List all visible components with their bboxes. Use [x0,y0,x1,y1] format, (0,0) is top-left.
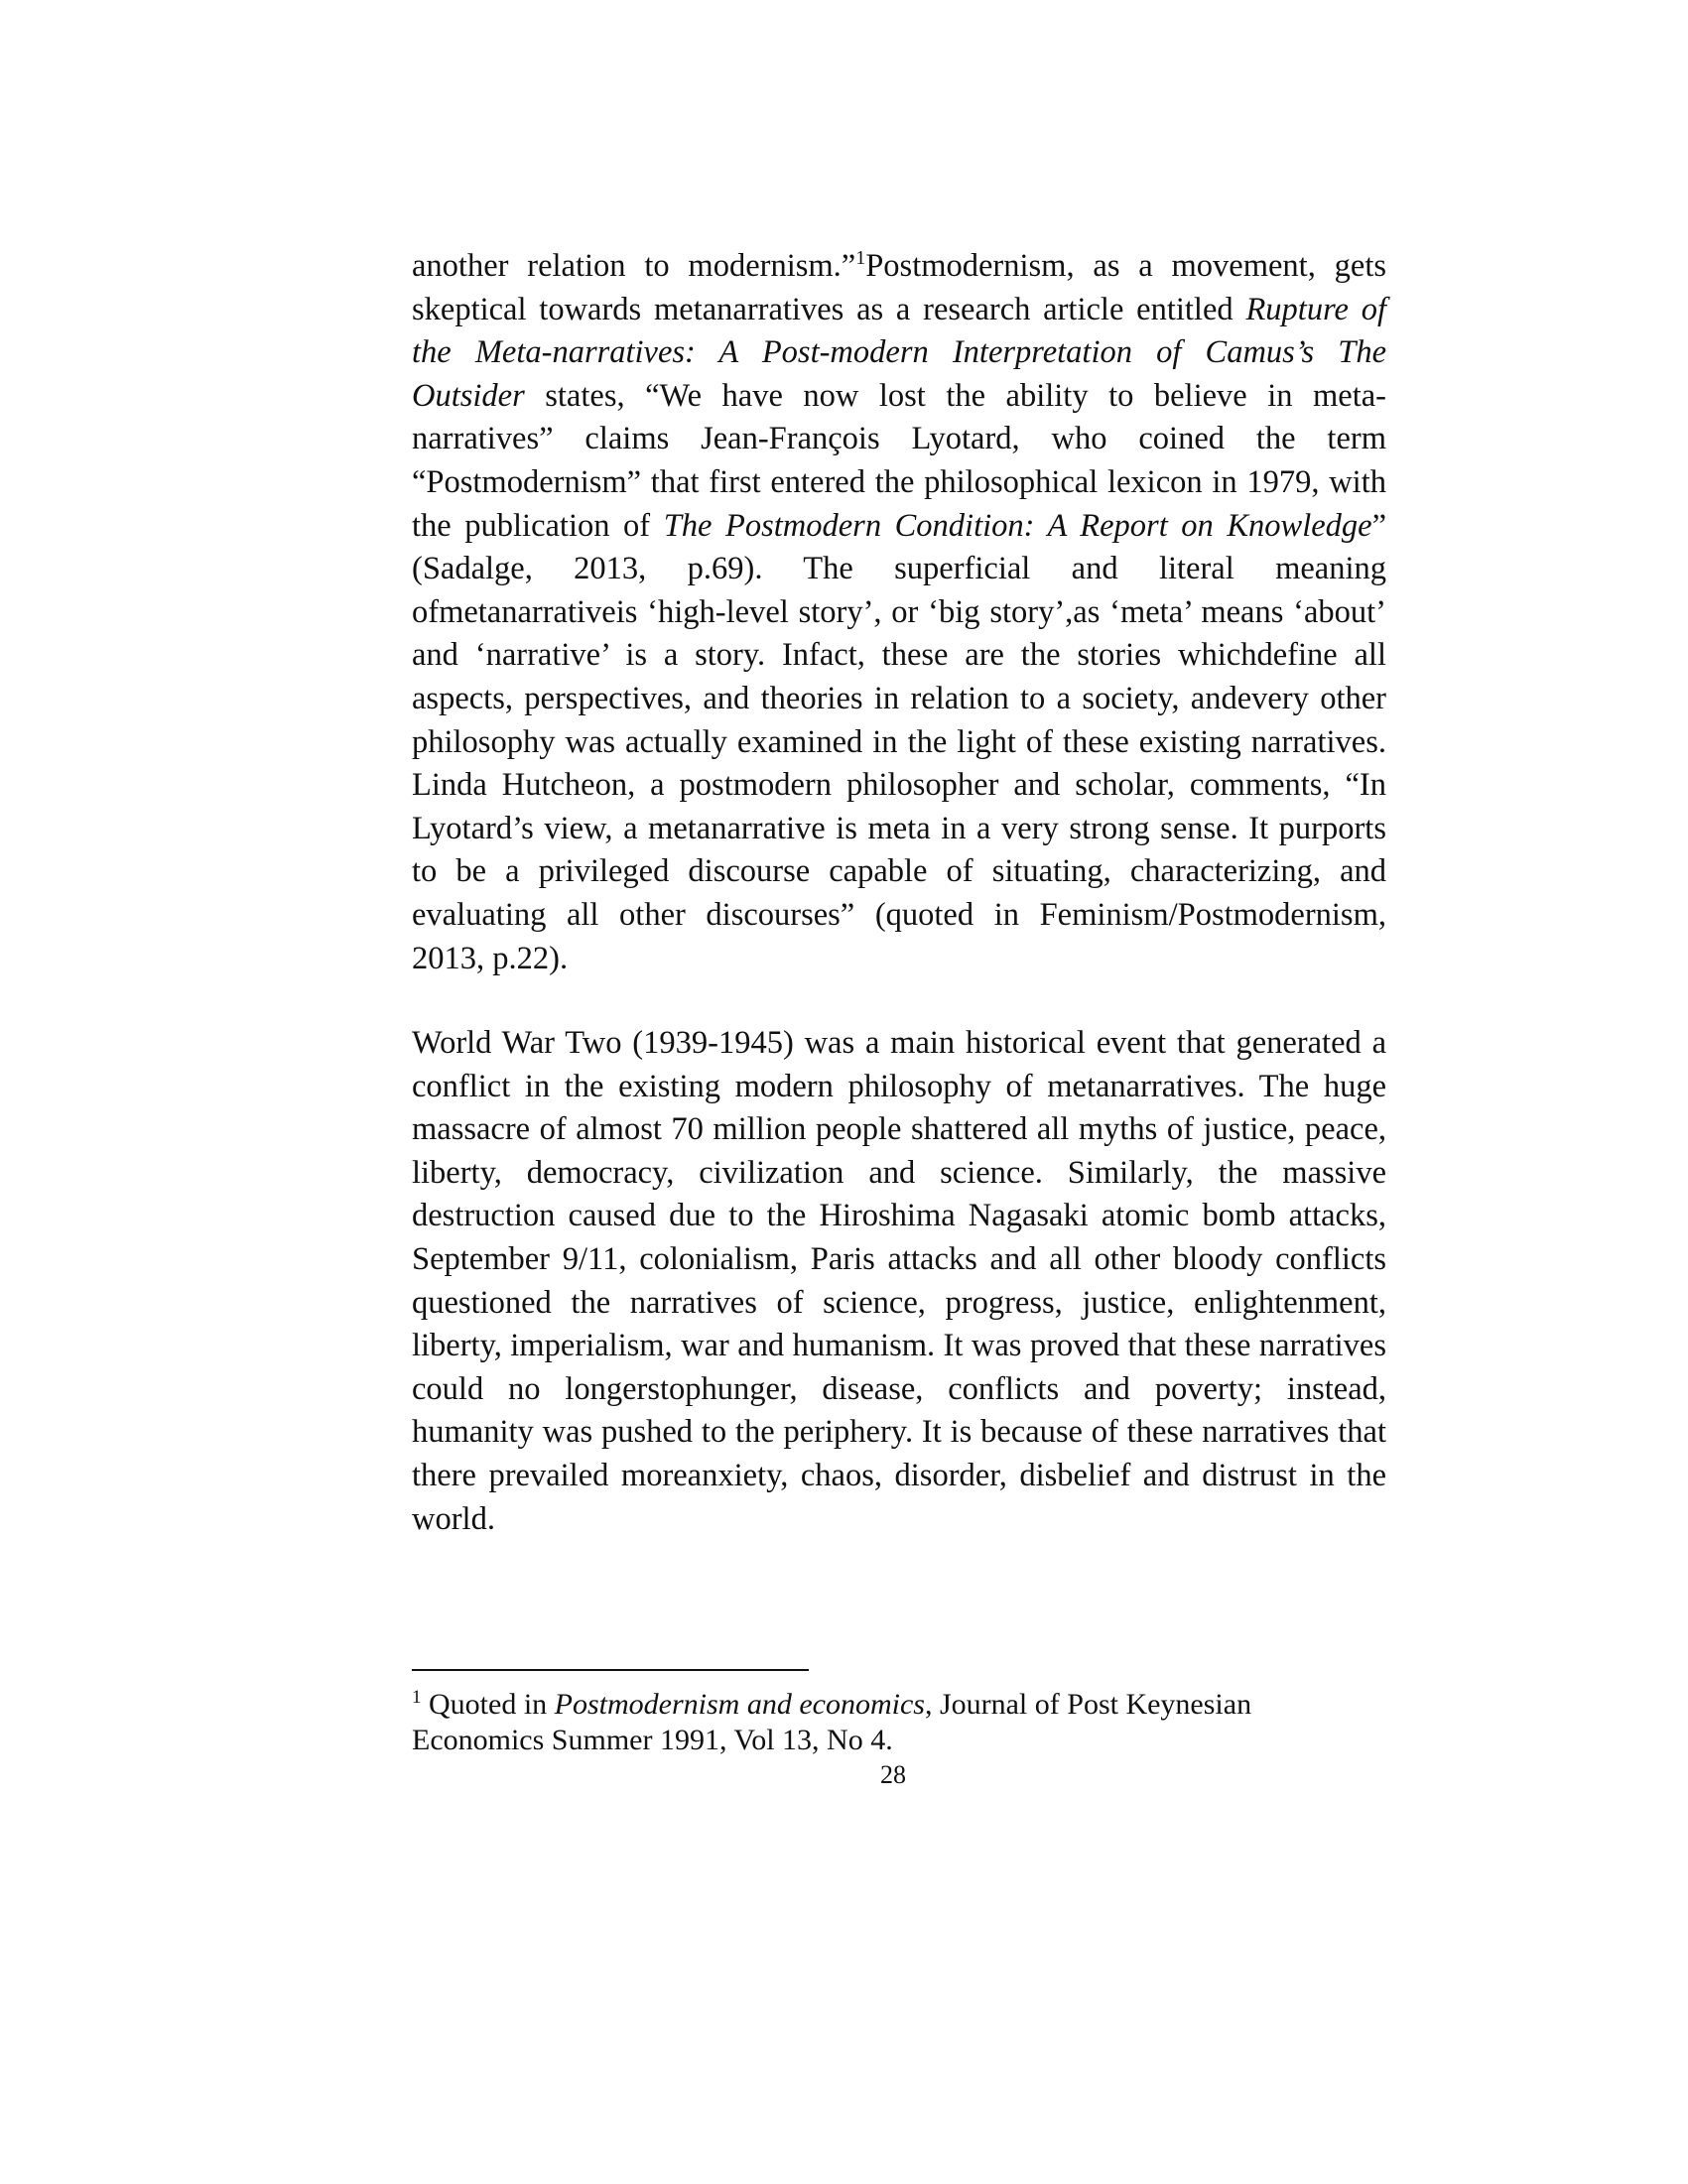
body-paragraph-1 [412,245,1386,980]
para1-text-1: another relation to modernism.” [412,248,856,284]
para1-text-4: ” (Sadalge, 2013, p.69). The superficial and literal meaning ofmetanarrativeis ‘high-level story’, or ‘big story’,as ‘meta’ means ‘about’ and ‘narrative’ is a story. Infact, these are the stories whichdefine all aspects, perspectives, and theories in relation to a society, andevery other philosophy was actually examined in the light of these existing narratives. Linda Hutcheon, a postmodern philosopher and scholar, comments, “In Lyotard’s view, a metanarrative is meta in a very strong sense. It purports to be a privileged discourse capable of situating, characterizing, and evaluating all other discourses” (quoted in Feminism/Postmodernism, 2013, p.22). [412,507,1387,976]
footnote-marker: 1 [412,1687,422,1708]
footnote-reference[interactable]: 1 [855,247,866,270]
article-title: Rupture of the Meta-narratives: A Post-modern Interpretation of Camus’s The Outsider [412,291,1387,414]
footnote [412,1687,1386,1758]
footnote-cited-title: Postmodernism and economics [554,1688,925,1721]
page-number: 28 [880,1760,906,1789]
footnote-text-pre: Quoted in [421,1688,555,1721]
para1-text-3: states, “We have now lost the ability to believe in meta-narratives” claims Jean-François Lyotard, who coined the term “Postmodernism” that first entered the philosophical lexicon in 1979, with the publication of [412,377,1386,544]
para1-text-2: Postmodernism, as a movement, gets skeptical towards metanarratives as a research article entitled [412,248,1386,327]
footnote-text-post: , Journal of Post Keynesian Economics Summer 1991, Vol 13, No 4. [412,1688,1252,1756]
para2-text: World War Two (1939-1945) was a main historical event that generated a conflict in the existing modern philosophy of metanarratives. The huge massacre of almost 70 million people shattered all myths of justice, peace, liberty, democracy, civilization and science. Similarly, the massive destruction caused due to the Hiroshima Nagasaki atomic bomb attacks, September 9/11, colonialism, Paris attacks and all other bloody conflicts questioned the narratives of science, progress, justice, enlightenment, liberty, imperialism, war and humanism. It was proved that these narratives could no longerstophunger, disease, conflicts and poverty; instead, humanity was pushed to the periphery. It is because of these narratives that there prevailed moreanxiety, chaos, disorder, disbelief and distrust in the world. [412,1025,1386,1537]
body-paragraph-2 [412,1022,1386,1541]
book-title: The Postmodern Condition: A Report on Knowledge [663,507,1372,544]
footnote-separator [412,1669,809,1671]
